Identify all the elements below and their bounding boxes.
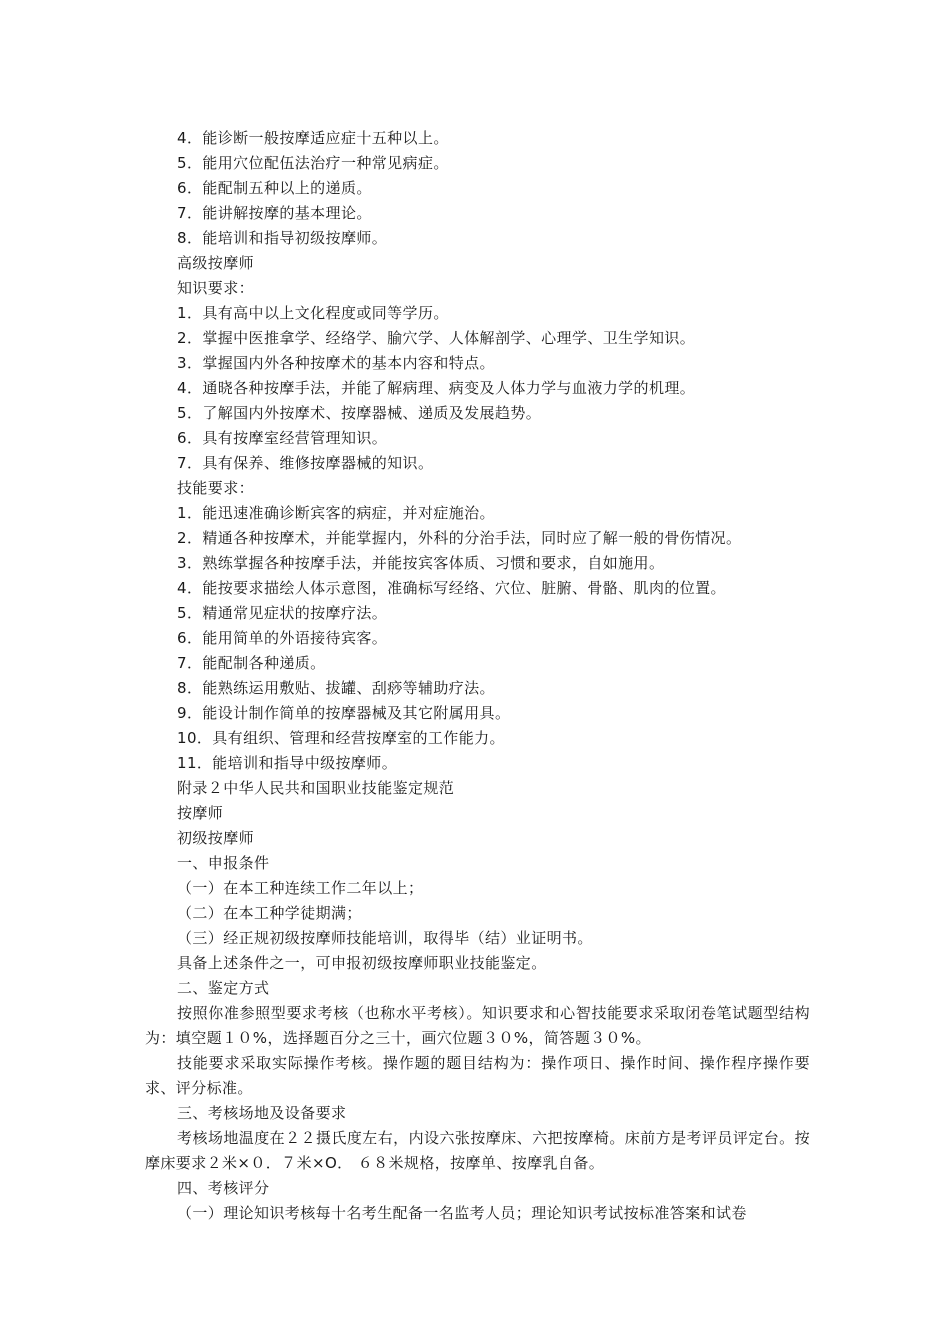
text-line: （三）经正规初级按摩师技能培训，取得毕（结）业证明书。 xyxy=(177,929,593,947)
text-line: 7．能配制各种递质。 xyxy=(177,654,326,672)
paragraph: 技能要求采取实际操作考核。操作题的题目结构为：操作项日、操作时间、操作程序操作要求、评分标准。 xyxy=(145,1054,810,1097)
section-heading: 二、鉴定方式 xyxy=(177,979,270,997)
text-line: 2．掌握中医推拿学、经络学、腧穴学、人体解剖学、心理学、卫生学知识。 xyxy=(177,329,696,347)
section-heading: 按摩师 xyxy=(177,804,224,822)
text-line: 4．通晓各种按摩手法，并能了解病理、病变及人体力学与血液力学的机理。 xyxy=(177,379,696,397)
text-line: 6．能配制五种以上的递质。 xyxy=(177,179,372,197)
text-line: （二）在本工种学徒期满； xyxy=(177,904,362,922)
text-line: 5．了解国内外按摩术、按摩器械、递质及发展趋势。 xyxy=(177,404,542,422)
section-heading: 四、考核评分 xyxy=(177,1179,270,1197)
text-line: 10．具有组织、管理和经营按摩室的工作能力。 xyxy=(177,729,505,747)
section-heading: 高级按摩师 xyxy=(177,254,255,272)
section-heading: 一、申报条件 xyxy=(177,854,270,872)
paragraph: 按照你准参照型要求考核（也称水平考核）。知识要求和心智技能要求采取闭卷笔试题型结构为：填空题１０%，选择题百分之三十，画穴位题３０%，简答题３０%。 xyxy=(145,1004,810,1047)
text-line: 5．精通常见症状的按摩疗法。 xyxy=(177,604,388,622)
text-line: 6．具有按摩室经营管理知识。 xyxy=(177,429,388,447)
text-line: 4．能按要求描绘人体示意图，准确标写经络、穴位、脏腑、骨骼、肌肉的位置。 xyxy=(177,579,726,597)
document-body xyxy=(145,126,810,1226)
text-line: 具备上述条件之一，可申报初级按摩师职业技能鉴定。 xyxy=(177,954,547,972)
sub-heading: 知识要求： xyxy=(177,279,255,297)
text-line: 6．能用简单的外语接待宾客。 xyxy=(177,629,388,647)
text-line: 7．具有保养、维修按摩器械的知识。 xyxy=(177,454,434,472)
text-line: （一）理论知识考核每十名考生配备一名监考人员；理论知识考试按标准答案和试卷 xyxy=(177,1204,747,1222)
text-line: 8．能培训和指导初级按摩师。 xyxy=(177,229,388,247)
text-line: 2．精通各种按摩术，并能掌握内，外科的分治手法，同时应了解一般的骨伤情况。 xyxy=(177,529,742,547)
text-line: 1．能迅速准确诊断宾客的病症，并对症施治。 xyxy=(177,504,495,522)
text-line: 3．熟练掌握各种按摩手法，并能按宾客体质、习惯和要求，自如施用。 xyxy=(177,554,665,572)
paragraph: 考核场地温度在２２摄氏度左右，内设六张按摩床、六把按摩椅。床前方是考评员评定台。按摩床要求２米×０．７米×O． ６８米规格，按摩单、按摩乳自备。 xyxy=(145,1129,810,1172)
text-line: 9．能设计制作简单的按摩器械及其它附属用具。 xyxy=(177,704,511,722)
text-line: 4．能诊断一般按摩适应症十五种以上。 xyxy=(177,129,449,147)
text-line: 7．能讲解按摩的基本理论。 xyxy=(177,204,372,222)
section-heading: 三、考核场地及设备要求 xyxy=(177,1104,347,1122)
text-line: （一）在本工种连续工作二年以上； xyxy=(177,879,424,897)
sub-heading: 技能要求： xyxy=(177,479,255,497)
text-line: 1．具有高中以上文化程度或同等学历。 xyxy=(177,304,449,322)
text-line: 8．能熟练运用敷贴、拔罐、刮痧等辅助疗法。 xyxy=(177,679,495,697)
section-heading: 附录２中华人民共和国职业技能鉴定规范 xyxy=(177,779,455,797)
section-heading: 初级按摩师 xyxy=(177,829,255,847)
text-line: 3．掌握国内外各种按摩术的基本内容和特点。 xyxy=(177,354,495,372)
text-line: 11．能培训和指导中级按摩师。 xyxy=(177,754,398,772)
text-line: 5．能用穴位配伍法治疗一种常见病症。 xyxy=(177,154,449,172)
